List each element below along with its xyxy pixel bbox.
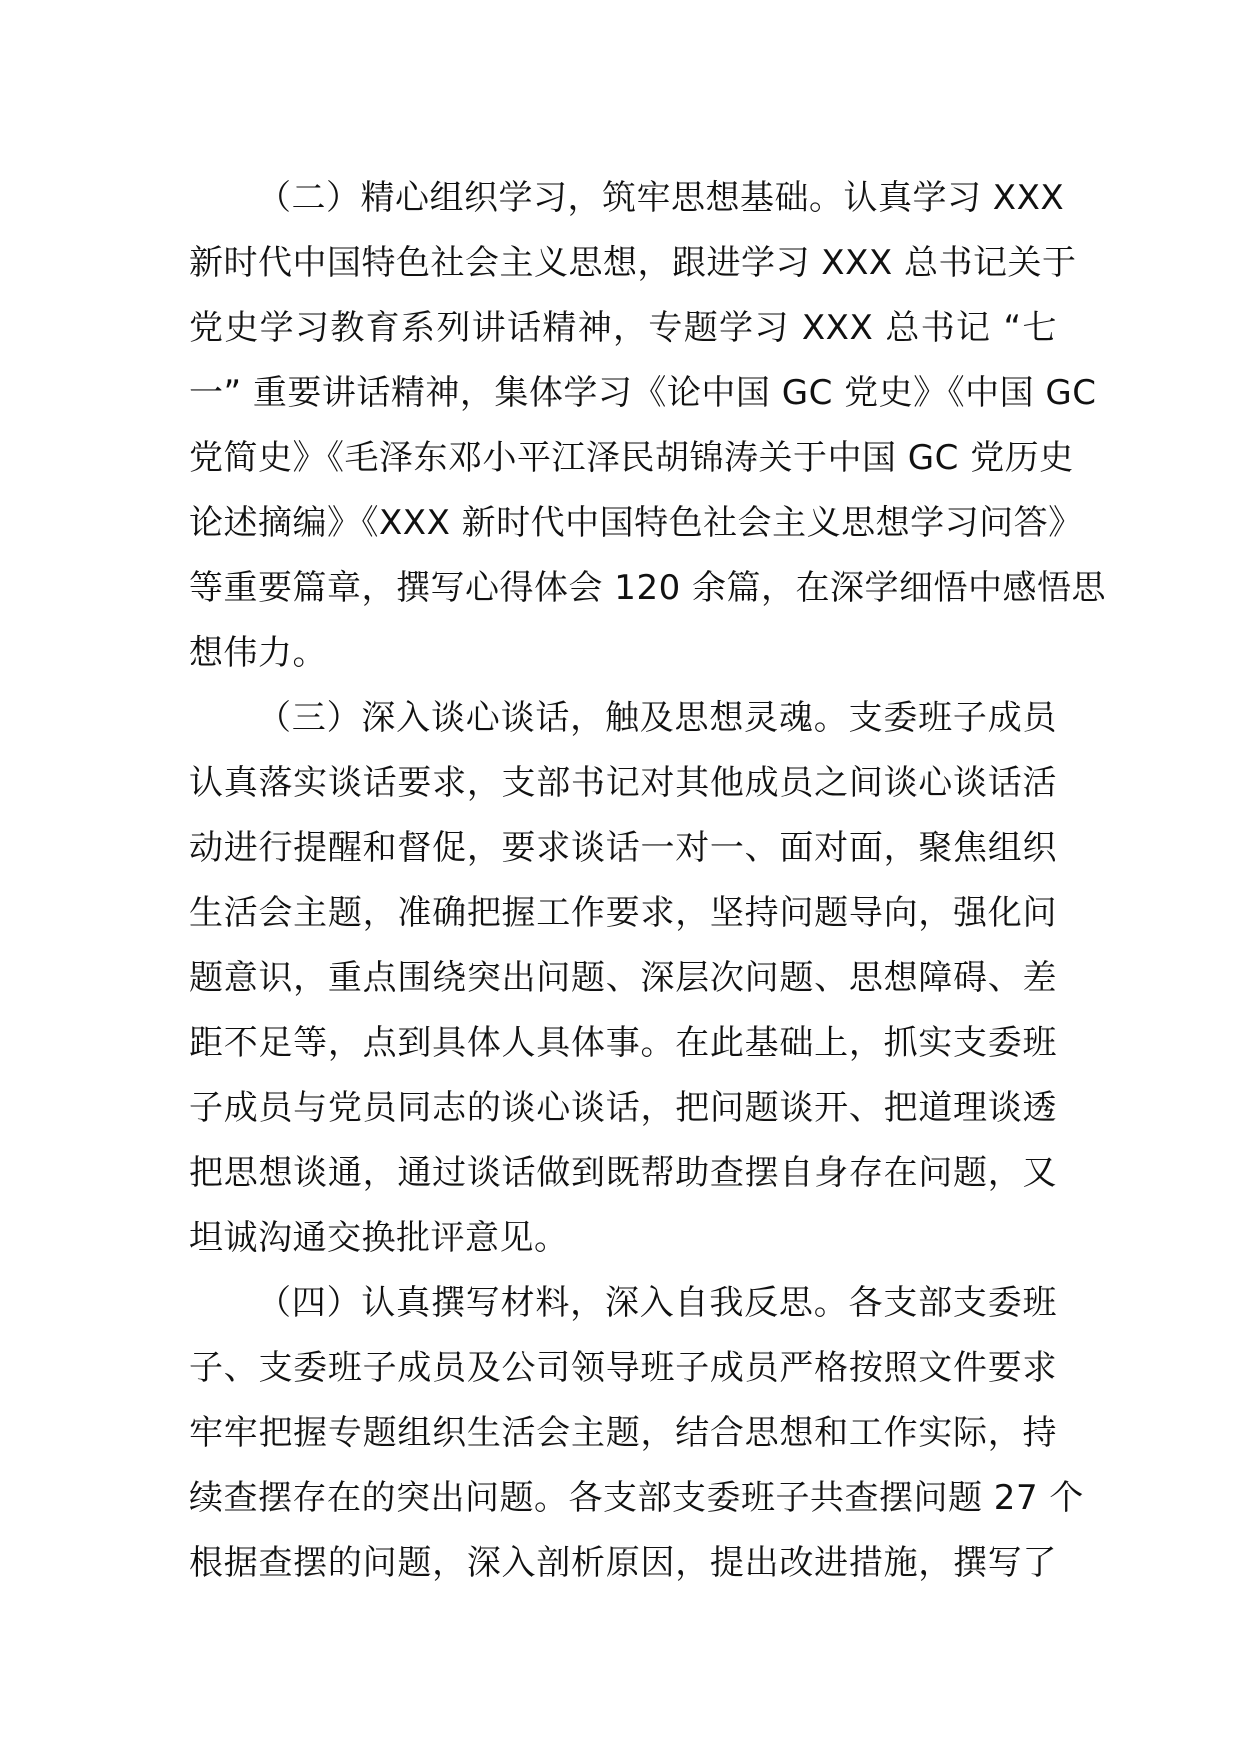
text-line: 续查摆存在的突出问题。各支部支委班子共查摆问题 27 个 [189, 1478, 1084, 1518]
text-line: （四）认真撰写材料，深入自我反思。各支部支委班 [257, 1283, 1057, 1323]
text-line: 新时代中国特色社会主义思想，跟进学习 XXX 总书记关于 [189, 243, 1077, 283]
text-line: 动进行提醒和督促，要求谈话一对一、面对面，聚焦组织 [189, 828, 1057, 868]
text-line: 认真落实谈话要求，支部书记对其他成员之间谈心谈话活 [189, 763, 1057, 803]
document-body [189, 166, 1107, 1596]
text-line: 子成员与党员同志的谈心谈话，把问题谈开、把道理谈透 [189, 1088, 1057, 1128]
text-line: 牢牢把握专题组织生活会主题，结合思想和工作实际，持 [189, 1413, 1057, 1453]
text-line: 等重要篇章，撰写心得体会 120 余篇，在深学细悟中感悟思 [189, 568, 1107, 608]
text-line: 根据查摆的问题，深入剖析原因，提出改进措施，撰写了 [189, 1543, 1057, 1583]
text-line: 题意识，重点围绕突出问题、深层次问题、思想障碍、差 [189, 958, 1057, 998]
text-line: （三）深入谈心谈话，触及思想灵魂。支委班子成员 [257, 698, 1057, 738]
text-line: 距不足等，点到具体人具体事。在此基础上，抓实支委班 [189, 1023, 1057, 1063]
text-line: 论述摘编》《XXX 新时代中国特色社会主义思想学习问答》 [189, 503, 1083, 543]
text-line: 想伟力。 [189, 633, 327, 673]
text-line: 党简史》《毛泽东邓小平江泽民胡锦涛关于中国 GC 党历史 [189, 438, 1074, 478]
text-line: 坦诚沟通交换批评意见。 [189, 1218, 569, 1258]
text-line: 党史学习教育系列讲话精神，专题学习 XXX 总书记 “七 [189, 308, 1057, 348]
text-line: 子、支委班子成员及公司领导班子成员严格按照文件要求 [189, 1348, 1057, 1388]
paragraph-two [189, 166, 1107, 686]
paragraph-four [189, 1271, 1084, 1596]
text-line: 一” 重要讲话精神，集体学习《论中国 GC 党史》《中国 GC [189, 373, 1097, 413]
text-line: 生活会主题，准确把握工作要求，坚持问题导向，强化问 [189, 893, 1057, 933]
text-line: （二）精心组织学习，筑牢思想基础。认真学习 XXX [257, 178, 1065, 218]
paragraph-three [189, 686, 1057, 1271]
text-line: 把思想谈通，通过谈话做到既帮助查摆自身存在问题，又 [189, 1153, 1057, 1193]
